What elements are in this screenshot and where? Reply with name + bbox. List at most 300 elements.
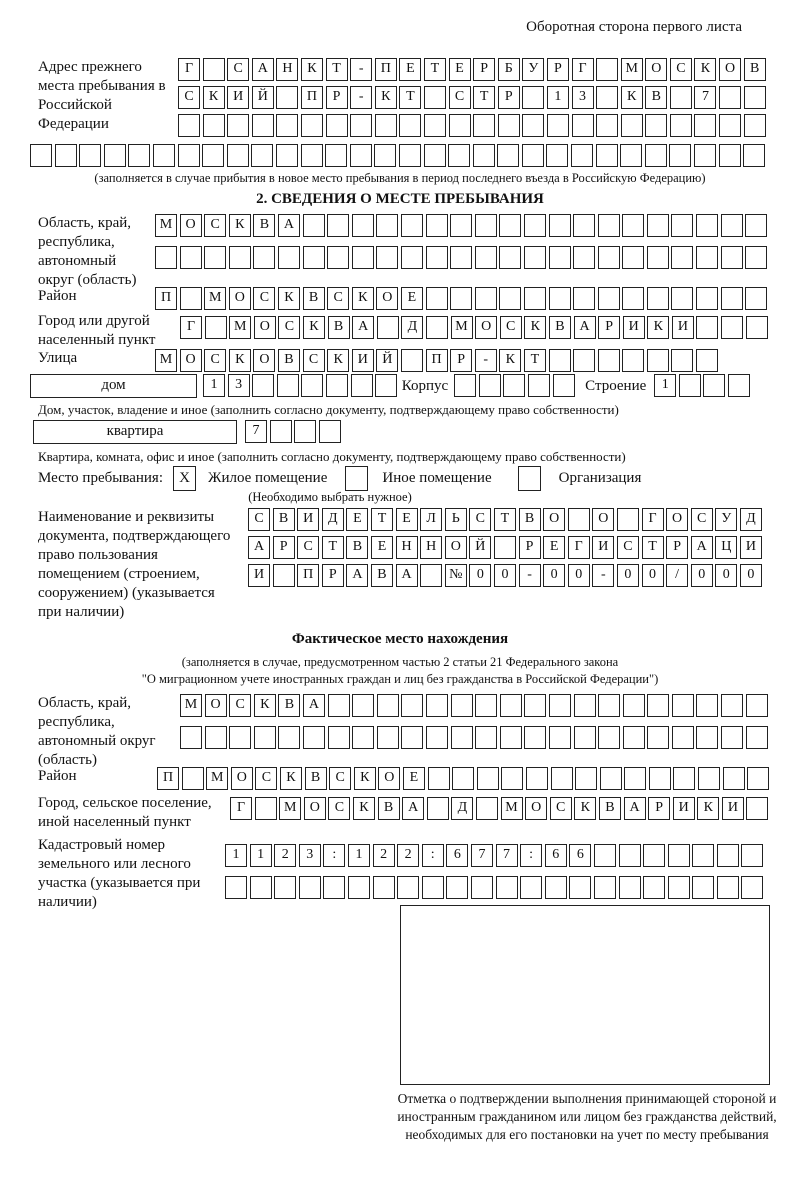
char-cell[interactable]: О bbox=[253, 349, 275, 372]
char-cell[interactable]: Г bbox=[572, 58, 594, 81]
char-cell[interactable]: 0 bbox=[494, 564, 516, 587]
char-cell[interactable] bbox=[696, 246, 718, 269]
char-cell[interactable] bbox=[476, 797, 498, 820]
char-cell[interactable]: Ц bbox=[715, 536, 737, 559]
char-cell[interactable]: С bbox=[329, 767, 351, 790]
char-cell[interactable]: Р bbox=[326, 86, 348, 109]
char-cell[interactable] bbox=[401, 694, 423, 717]
char-cell[interactable] bbox=[375, 374, 397, 397]
char-cell[interactable] bbox=[671, 214, 693, 237]
char-cell[interactable]: Й bbox=[252, 86, 274, 109]
char-cell[interactable] bbox=[479, 374, 501, 397]
char-cell[interactable] bbox=[351, 374, 373, 397]
char-cell[interactable] bbox=[303, 214, 325, 237]
char-cell[interactable] bbox=[252, 114, 274, 137]
char-cell[interactable] bbox=[717, 876, 739, 899]
char-cell[interactable] bbox=[424, 114, 446, 137]
char-cell[interactable]: 1 bbox=[250, 844, 272, 867]
char-cell[interactable]: С bbox=[255, 767, 277, 790]
char-cell[interactable]: Е bbox=[449, 58, 471, 81]
char-cell[interactable] bbox=[325, 144, 347, 167]
char-cell[interactable]: 0 bbox=[715, 564, 737, 587]
char-cell[interactable] bbox=[327, 214, 349, 237]
char-cell[interactable] bbox=[573, 287, 595, 310]
char-cell[interactable] bbox=[622, 349, 644, 372]
char-cell[interactable] bbox=[745, 287, 767, 310]
char-cell[interactable] bbox=[498, 114, 520, 137]
char-cell[interactable] bbox=[549, 694, 571, 717]
char-cell[interactable]: О bbox=[666, 508, 688, 531]
char-cell[interactable]: Т bbox=[473, 86, 495, 109]
char-cell[interactable] bbox=[671, 246, 693, 269]
char-cell[interactable]: О bbox=[304, 797, 326, 820]
char-cell[interactable] bbox=[520, 876, 542, 899]
char-cell[interactable] bbox=[598, 694, 620, 717]
char-cell[interactable]: 7 bbox=[245, 420, 267, 443]
char-cell[interactable] bbox=[422, 876, 444, 899]
char-cell[interactable]: А bbox=[691, 536, 713, 559]
char-cell[interactable]: : bbox=[422, 844, 444, 867]
char-cell[interactable]: 1 bbox=[225, 844, 247, 867]
char-cell[interactable]: М bbox=[204, 287, 226, 310]
char-cell[interactable]: В bbox=[371, 564, 393, 587]
char-cell[interactable] bbox=[450, 287, 472, 310]
char-cell[interactable]: О bbox=[525, 797, 547, 820]
char-cell[interactable]: С bbox=[449, 86, 471, 109]
char-cell[interactable]: М bbox=[206, 767, 228, 790]
char-cell[interactable]: С bbox=[178, 86, 200, 109]
char-cell[interactable] bbox=[424, 86, 446, 109]
char-cell[interactable] bbox=[428, 767, 450, 790]
char-cell[interactable] bbox=[745, 214, 767, 237]
char-cell[interactable] bbox=[401, 349, 423, 372]
char-cell[interactable] bbox=[401, 726, 423, 749]
char-cell[interactable] bbox=[426, 316, 448, 339]
char-cell[interactable] bbox=[178, 114, 200, 137]
char-cell[interactable]: 0 bbox=[740, 564, 762, 587]
char-cell[interactable] bbox=[546, 144, 568, 167]
char-cell[interactable]: О bbox=[543, 508, 565, 531]
char-cell[interactable] bbox=[596, 144, 618, 167]
char-cell[interactable]: Е bbox=[399, 58, 421, 81]
char-cell[interactable] bbox=[549, 246, 571, 269]
char-cell[interactable]: И bbox=[297, 508, 319, 531]
char-cell[interactable]: И bbox=[227, 86, 249, 109]
char-cell[interactable] bbox=[253, 246, 275, 269]
char-cell[interactable]: Р bbox=[273, 536, 295, 559]
char-cell[interactable] bbox=[596, 58, 618, 81]
char-cell[interactable]: С bbox=[204, 214, 226, 237]
char-cell[interactable]: В bbox=[273, 508, 295, 531]
char-cell[interactable]: К bbox=[203, 86, 225, 109]
char-cell[interactable] bbox=[624, 767, 646, 790]
char-cell[interactable] bbox=[451, 726, 473, 749]
char-cell[interactable] bbox=[477, 767, 499, 790]
char-cell[interactable] bbox=[399, 114, 421, 137]
char-cell[interactable] bbox=[352, 726, 374, 749]
char-cell[interactable] bbox=[326, 374, 348, 397]
char-cell[interactable] bbox=[449, 114, 471, 137]
char-cell[interactable]: Р bbox=[598, 316, 620, 339]
char-cell[interactable]: К bbox=[524, 316, 546, 339]
char-cell[interactable]: 1 bbox=[203, 374, 225, 397]
char-cell[interactable]: К bbox=[499, 349, 521, 372]
char-cell[interactable] bbox=[598, 287, 620, 310]
char-cell[interactable] bbox=[622, 287, 644, 310]
char-cell[interactable] bbox=[424, 144, 446, 167]
char-cell[interactable]: К bbox=[697, 797, 719, 820]
char-cell[interactable]: О bbox=[378, 767, 400, 790]
char-cell[interactable]: 1 bbox=[348, 844, 370, 867]
char-cell[interactable]: А bbox=[396, 564, 418, 587]
char-cell[interactable]: К bbox=[353, 797, 375, 820]
char-cell[interactable]: Е bbox=[346, 508, 368, 531]
char-cell[interactable]: В bbox=[253, 214, 275, 237]
char-cell[interactable]: Т bbox=[326, 58, 348, 81]
char-cell[interactable] bbox=[446, 876, 468, 899]
char-cell[interactable] bbox=[352, 246, 374, 269]
char-cell[interactable] bbox=[377, 694, 399, 717]
char-cell[interactable]: М bbox=[229, 316, 251, 339]
stay-checkbox-residential[interactable]: X bbox=[173, 466, 196, 491]
char-cell[interactable]: 2 bbox=[397, 844, 419, 867]
char-cell[interactable] bbox=[450, 214, 472, 237]
char-cell[interactable]: К bbox=[303, 316, 325, 339]
char-cell[interactable]: С bbox=[229, 694, 251, 717]
char-cell[interactable]: Г bbox=[230, 797, 252, 820]
char-cell[interactable] bbox=[672, 726, 694, 749]
char-cell[interactable] bbox=[719, 144, 741, 167]
char-cell[interactable] bbox=[744, 86, 766, 109]
char-cell[interactable]: 0 bbox=[543, 564, 565, 587]
char-cell[interactable] bbox=[551, 767, 573, 790]
char-cell[interactable] bbox=[673, 767, 695, 790]
char-cell[interactable] bbox=[475, 246, 497, 269]
char-cell[interactable]: И bbox=[672, 316, 694, 339]
char-cell[interactable] bbox=[553, 374, 575, 397]
char-cell[interactable] bbox=[401, 214, 423, 237]
char-cell[interactable]: И bbox=[722, 797, 744, 820]
char-cell[interactable]: Н bbox=[396, 536, 418, 559]
char-cell[interactable] bbox=[473, 144, 495, 167]
char-cell[interactable]: Г bbox=[642, 508, 664, 531]
char-cell[interactable] bbox=[180, 287, 202, 310]
char-cell[interactable]: К bbox=[301, 58, 323, 81]
char-cell[interactable] bbox=[153, 144, 175, 167]
char-cell[interactable]: Д bbox=[401, 316, 423, 339]
char-cell[interactable]: О bbox=[475, 316, 497, 339]
char-cell[interactable] bbox=[596, 114, 618, 137]
char-cell[interactable]: К bbox=[327, 349, 349, 372]
char-cell[interactable] bbox=[278, 726, 300, 749]
char-cell[interactable] bbox=[617, 508, 639, 531]
char-cell[interactable] bbox=[475, 694, 497, 717]
char-cell[interactable] bbox=[594, 876, 616, 899]
char-cell[interactable]: 3 bbox=[572, 86, 594, 109]
char-cell[interactable] bbox=[475, 287, 497, 310]
char-cell[interactable] bbox=[572, 114, 594, 137]
char-cell[interactable]: - bbox=[350, 58, 372, 81]
char-cell[interactable] bbox=[522, 114, 544, 137]
char-cell[interactable] bbox=[574, 726, 596, 749]
char-cell[interactable] bbox=[301, 114, 323, 137]
char-cell[interactable] bbox=[294, 420, 316, 443]
char-cell[interactable]: В bbox=[305, 767, 327, 790]
char-cell[interactable]: 3 bbox=[228, 374, 250, 397]
char-cell[interactable]: А bbox=[402, 797, 424, 820]
char-cell[interactable] bbox=[696, 316, 718, 339]
char-cell[interactable] bbox=[202, 144, 224, 167]
char-cell[interactable] bbox=[574, 694, 596, 717]
char-cell[interactable]: Р bbox=[547, 58, 569, 81]
char-cell[interactable]: В bbox=[549, 316, 571, 339]
char-cell[interactable]: Р bbox=[519, 536, 541, 559]
char-cell[interactable] bbox=[397, 876, 419, 899]
char-cell[interactable] bbox=[568, 508, 590, 531]
char-cell[interactable]: К bbox=[352, 287, 374, 310]
char-cell[interactable]: Е bbox=[396, 508, 418, 531]
char-cell[interactable] bbox=[55, 144, 77, 167]
char-cell[interactable] bbox=[549, 726, 571, 749]
char-cell[interactable]: К bbox=[621, 86, 643, 109]
char-cell[interactable]: И bbox=[352, 349, 374, 372]
char-cell[interactable] bbox=[672, 694, 694, 717]
char-cell[interactable]: С bbox=[248, 508, 270, 531]
char-cell[interactable] bbox=[450, 246, 472, 269]
char-cell[interactable] bbox=[746, 726, 768, 749]
char-cell[interactable] bbox=[545, 876, 567, 899]
char-cell[interactable] bbox=[575, 767, 597, 790]
char-cell[interactable]: О bbox=[592, 508, 614, 531]
char-cell[interactable] bbox=[647, 246, 669, 269]
char-cell[interactable] bbox=[668, 876, 690, 899]
char-cell[interactable] bbox=[522, 86, 544, 109]
char-cell[interactable] bbox=[621, 114, 643, 137]
char-cell[interactable]: С bbox=[253, 287, 275, 310]
char-cell[interactable] bbox=[352, 214, 374, 237]
char-cell[interactable] bbox=[721, 316, 743, 339]
char-cell[interactable]: : bbox=[520, 844, 542, 867]
char-cell[interactable] bbox=[276, 86, 298, 109]
char-cell[interactable]: С bbox=[204, 349, 226, 372]
char-cell[interactable] bbox=[645, 144, 667, 167]
char-cell[interactable] bbox=[743, 144, 765, 167]
char-cell[interactable]: О bbox=[719, 58, 741, 81]
char-cell[interactable] bbox=[426, 694, 448, 717]
char-cell[interactable] bbox=[620, 144, 642, 167]
char-cell[interactable] bbox=[528, 374, 550, 397]
char-cell[interactable] bbox=[494, 536, 516, 559]
char-cell[interactable] bbox=[670, 86, 692, 109]
char-cell[interactable]: С bbox=[328, 797, 350, 820]
char-cell[interactable] bbox=[448, 144, 470, 167]
char-cell[interactable] bbox=[745, 246, 767, 269]
char-cell[interactable]: А bbox=[248, 536, 270, 559]
char-cell[interactable] bbox=[500, 726, 522, 749]
char-cell[interactable]: В bbox=[278, 349, 300, 372]
char-cell[interactable] bbox=[254, 726, 276, 749]
char-cell[interactable]: - bbox=[519, 564, 541, 587]
char-cell[interactable]: К bbox=[375, 86, 397, 109]
char-cell[interactable]: Й bbox=[376, 349, 398, 372]
char-cell[interactable] bbox=[717, 844, 739, 867]
char-cell[interactable] bbox=[301, 144, 323, 167]
char-cell[interactable]: Т bbox=[642, 536, 664, 559]
char-cell[interactable] bbox=[497, 144, 519, 167]
char-cell[interactable]: Б bbox=[498, 58, 520, 81]
char-cell[interactable]: К bbox=[354, 767, 376, 790]
char-cell[interactable] bbox=[524, 246, 546, 269]
char-cell[interactable]: В bbox=[303, 287, 325, 310]
char-cell[interactable] bbox=[569, 876, 591, 899]
char-cell[interactable] bbox=[426, 726, 448, 749]
char-cell[interactable] bbox=[694, 114, 716, 137]
char-cell[interactable]: В bbox=[599, 797, 621, 820]
char-cell[interactable]: О bbox=[254, 316, 276, 339]
char-cell[interactable]: О bbox=[645, 58, 667, 81]
char-cell[interactable]: В bbox=[519, 508, 541, 531]
char-cell[interactable] bbox=[623, 694, 645, 717]
char-cell[interactable]: А bbox=[346, 564, 368, 587]
char-cell[interactable] bbox=[598, 349, 620, 372]
char-cell[interactable]: 3 bbox=[299, 844, 321, 867]
char-cell[interactable] bbox=[203, 114, 225, 137]
char-cell[interactable]: Р bbox=[666, 536, 688, 559]
char-cell[interactable] bbox=[375, 114, 397, 137]
char-cell[interactable]: - bbox=[475, 349, 497, 372]
char-cell[interactable] bbox=[746, 694, 768, 717]
char-cell[interactable] bbox=[319, 420, 341, 443]
char-cell[interactable] bbox=[203, 58, 225, 81]
char-cell[interactable] bbox=[696, 726, 718, 749]
char-cell[interactable]: Н bbox=[276, 58, 298, 81]
char-cell[interactable] bbox=[399, 144, 421, 167]
char-cell[interactable] bbox=[594, 844, 616, 867]
char-cell[interactable] bbox=[227, 114, 249, 137]
char-cell[interactable]: О bbox=[180, 349, 202, 372]
stay-checkbox-organization[interactable] bbox=[518, 466, 541, 491]
char-cell[interactable]: Г bbox=[178, 58, 200, 81]
char-cell[interactable]: Ь bbox=[445, 508, 467, 531]
char-cell[interactable]: У bbox=[715, 508, 737, 531]
char-cell[interactable] bbox=[741, 844, 763, 867]
char-cell[interactable] bbox=[671, 349, 693, 372]
char-cell[interactable] bbox=[205, 316, 227, 339]
char-cell[interactable] bbox=[524, 287, 546, 310]
char-cell[interactable] bbox=[299, 876, 321, 899]
char-cell[interactable] bbox=[301, 374, 323, 397]
char-cell[interactable] bbox=[549, 214, 571, 237]
char-cell[interactable] bbox=[276, 114, 298, 137]
char-cell[interactable] bbox=[600, 767, 622, 790]
char-cell[interactable] bbox=[573, 349, 595, 372]
char-cell[interactable]: Т bbox=[399, 86, 421, 109]
char-cell[interactable] bbox=[426, 214, 448, 237]
char-cell[interactable]: В bbox=[278, 694, 300, 717]
char-cell[interactable] bbox=[547, 114, 569, 137]
char-cell[interactable] bbox=[643, 876, 665, 899]
char-cell[interactable]: П bbox=[301, 86, 323, 109]
char-cell[interactable]: Г bbox=[180, 316, 202, 339]
char-cell[interactable]: И bbox=[592, 536, 614, 559]
char-cell[interactable]: Е bbox=[371, 536, 393, 559]
char-cell[interactable] bbox=[225, 876, 247, 899]
char-cell[interactable] bbox=[719, 114, 741, 137]
char-cell[interactable] bbox=[499, 287, 521, 310]
char-cell[interactable] bbox=[723, 767, 745, 790]
char-cell[interactable] bbox=[377, 316, 399, 339]
char-cell[interactable] bbox=[303, 246, 325, 269]
char-cell[interactable] bbox=[719, 86, 741, 109]
char-cell[interactable]: К bbox=[229, 349, 251, 372]
char-cell[interactable] bbox=[744, 114, 766, 137]
char-cell[interactable] bbox=[30, 144, 52, 167]
char-cell[interactable]: А bbox=[352, 316, 374, 339]
stay-checkbox-other[interactable] bbox=[345, 466, 368, 491]
char-cell[interactable] bbox=[270, 420, 292, 443]
char-cell[interactable]: Т bbox=[322, 536, 344, 559]
char-cell[interactable]: О bbox=[180, 214, 202, 237]
char-cell[interactable] bbox=[499, 214, 521, 237]
char-cell[interactable] bbox=[549, 287, 571, 310]
char-cell[interactable]: С bbox=[500, 316, 522, 339]
char-cell[interactable]: К bbox=[647, 316, 669, 339]
char-cell[interactable] bbox=[278, 246, 300, 269]
char-cell[interactable]: П bbox=[155, 287, 177, 310]
char-cell[interactable] bbox=[350, 114, 372, 137]
char-cell[interactable]: : bbox=[323, 844, 345, 867]
char-cell[interactable]: С bbox=[327, 287, 349, 310]
char-cell[interactable] bbox=[721, 246, 743, 269]
char-cell[interactable]: О bbox=[376, 287, 398, 310]
char-cell[interactable]: Е bbox=[543, 536, 565, 559]
char-cell[interactable] bbox=[251, 144, 273, 167]
char-cell[interactable]: 6 bbox=[545, 844, 567, 867]
char-cell[interactable]: Т bbox=[494, 508, 516, 531]
char-cell[interactable]: О bbox=[231, 767, 253, 790]
char-cell[interactable] bbox=[328, 726, 350, 749]
char-cell[interactable] bbox=[571, 144, 593, 167]
char-cell[interactable] bbox=[376, 246, 398, 269]
char-cell[interactable]: П bbox=[297, 564, 319, 587]
char-cell[interactable] bbox=[374, 144, 396, 167]
char-cell[interactable]: К bbox=[280, 767, 302, 790]
char-cell[interactable] bbox=[496, 876, 518, 899]
char-cell[interactable]: Д bbox=[322, 508, 344, 531]
char-cell[interactable]: У bbox=[522, 58, 544, 81]
char-cell[interactable]: 7 bbox=[694, 86, 716, 109]
char-cell[interactable] bbox=[622, 246, 644, 269]
char-cell[interactable]: И bbox=[623, 316, 645, 339]
char-cell[interactable] bbox=[694, 144, 716, 167]
char-cell[interactable] bbox=[596, 86, 618, 109]
char-cell[interactable]: П bbox=[426, 349, 448, 372]
char-cell[interactable] bbox=[501, 767, 523, 790]
char-cell[interactable] bbox=[255, 797, 277, 820]
char-cell[interactable]: Р bbox=[648, 797, 670, 820]
char-cell[interactable]: В bbox=[378, 797, 400, 820]
char-cell[interactable] bbox=[452, 767, 474, 790]
char-cell[interactable]: С bbox=[617, 536, 639, 559]
char-cell[interactable]: М bbox=[155, 214, 177, 237]
char-cell[interactable] bbox=[427, 797, 449, 820]
char-cell[interactable]: С bbox=[278, 316, 300, 339]
char-cell[interactable] bbox=[155, 246, 177, 269]
char-cell[interactable] bbox=[721, 287, 743, 310]
char-cell[interactable] bbox=[647, 726, 669, 749]
char-cell[interactable]: 0 bbox=[691, 564, 713, 587]
char-cell[interactable] bbox=[647, 214, 669, 237]
